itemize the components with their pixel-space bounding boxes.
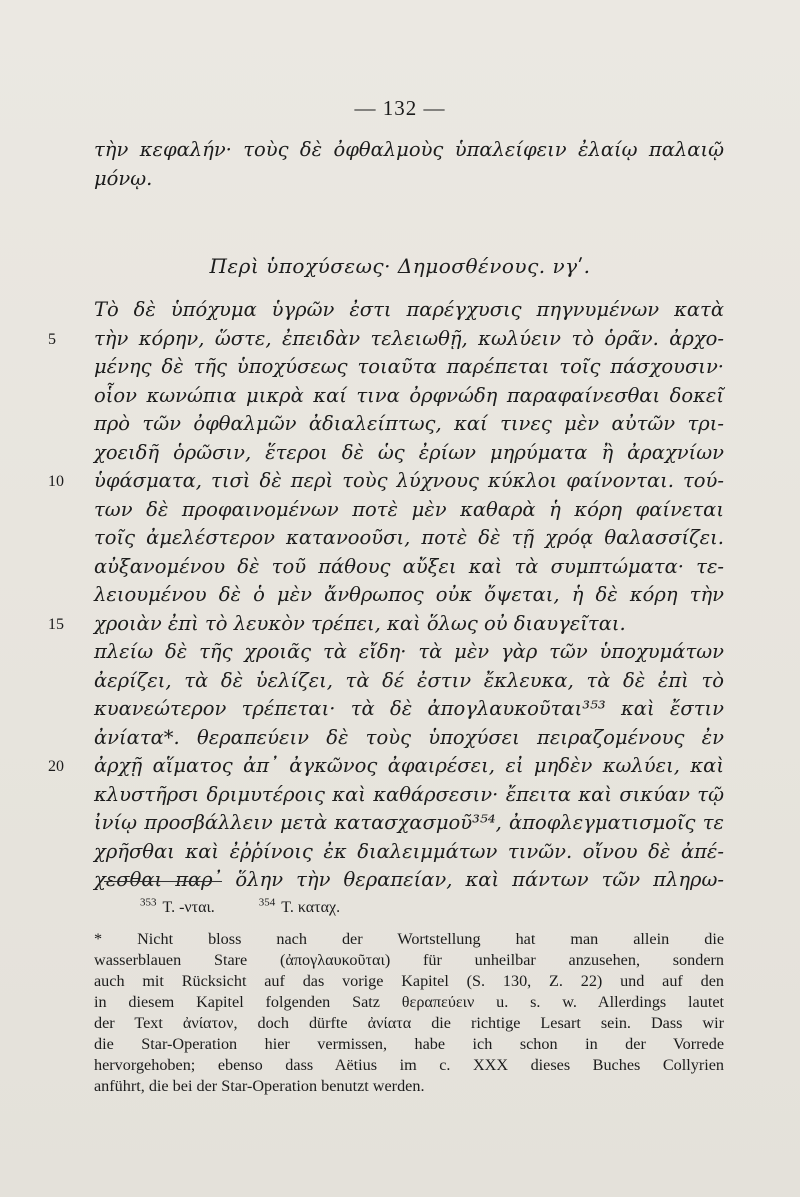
text-line: πρὸ τῶν ὀφθαλμῶν ἀδιαλείπτως, καί τινες μὲν αὐτῶν τρι- — [94, 412, 724, 435]
page-number: — 132 — — [354, 96, 446, 120]
footnote-354: $^{354}$ T. καταχ. — [258, 897, 341, 917]
text-line: ἰνίῳ προσβάλλειν μετὰ κατασχασμοῦ³⁵⁴, ἀποφλεγματισμοῖς τε — [94, 811, 724, 834]
note-line: hervorgehoben; ebenso dass Aëtius im c. XXX dieses Buches Collyrien — [94, 1056, 724, 1074]
text-line: κυανεώτερον τρέπεται· τὰ δὲ ἀπογλαυκοῦται³⁵³ καὶ ἔστιν — [94, 697, 724, 720]
note-line: in diesem Kapitel folgenden Satz θεραπεύειν u. s. w. Allerdings lautet — [94, 993, 724, 1011]
line-number: 10 — [48, 473, 64, 490]
text-line: χοειδῆ ὁρῶσιν, ἕτεροι δὲ ὡς ἐρίων μηρύματα ἢ ἀραχνίων — [94, 441, 724, 464]
note-line: der Text ἀνίατον, doch dürfte ἀνίατα die richtige Lesart sein. Dass wir — [94, 1014, 724, 1032]
text-line: λειουμένου δὲ ὁ μὲν ἄνθρωπος οὐκ ὄψεται, ἡ δὲ κόρη τὴν — [94, 583, 724, 606]
text-line: κλυστῆρσι δριμυτέροις καὶ καθάρσεσιν· ἔπειτα καὶ σικύαν τῷ — [94, 783, 724, 806]
footnote-rule — [104, 881, 222, 882]
line-number: 5 — [48, 331, 56, 348]
text-line: χρῆσθαι καὶ ἐῤῥίνοις ἐκ διαλειμμάτων τινῶν. οἴνου δὲ ἀπέ- — [94, 840, 724, 863]
text-line: οἷον κωνώπια μικρὰ καί τινα ὀρφνώδη παραφαίνεσθαι δοκεῖ — [94, 384, 724, 407]
text-line: ἀνίατα*. θεραπεύειν δὲ τοὺς ὑποχύσει πειραζομένους ἐν — [94, 726, 724, 749]
text-line: χεσθαι παρ᾽ ὅλην τὴν θεραπείαν, καὶ πάντων τῶν πληρω- — [94, 868, 724, 891]
text-line: μόνῳ. — [94, 167, 153, 190]
line-number: 20 — [48, 758, 64, 775]
text-line: πλείω δὲ τῆς χροιᾶς τὰ εἴδη· τὰ μὲν γὰρ τῶν ὑποχυμάτων — [94, 640, 724, 663]
text-line: τοῖς ἀμελέστερον κατανοοῦσι, ποτὲ δὲ τῇ χρόᾳ θαλασσίζει. — [94, 526, 724, 549]
text-line: ἀερίζει, τὰ δὲ ὑελίζει, τὰ δέ ἐστιν ἔκλευκα, τὰ δὲ ἐπὶ τὸ — [94, 669, 724, 692]
note-line: auch mit Rücksicht auf das vorige Kapitel (S. 130, Z. 22) und auf den — [94, 972, 724, 990]
text-line: τὴν κεφαλήν· τοὺς δὲ ὀφθαλμοὺς ὑπαλείφειν ἐλαίῳ παλαιῷ — [94, 138, 724, 161]
text-line: ἀρχῇ αἵματος ἀπ᾽ ἀγκῶνος ἀφαιρέσει, εἰ μηδὲν κωλύει, καὶ — [94, 754, 724, 777]
text-line: τὴν κόρην, ὥστε, ἐπειδὰν τελειωθῇ, κωλύειν τὸ ὁρᾶν. ἀρχο- — [94, 327, 724, 350]
text-line: Τὸ δὲ ὑπόχυμα ὑγρῶν ἐστι παρέγχυσις πηγνυμένων κατὰ — [94, 298, 724, 321]
footnotes — [140, 897, 340, 917]
note-line: * Nicht bloss nach der Wortstellung hat man allein die — [94, 930, 724, 948]
line-number: 15 — [48, 616, 64, 633]
note-line: die Star-Operation hier vermissen, habe ich schon in der Vorrede — [94, 1035, 724, 1053]
text-line: ὑφάσματα, τισὶ δὲ περὶ τοὺς λύχνους κύκλοι φαίνονται. τού- — [94, 469, 724, 492]
text-line: χροιὰν ἐπὶ τὸ λευκὸν τρέπει, καὶ ὅλως οὐ διαυγεῖται. — [94, 612, 626, 635]
note-line: wasserblauen Stare (ἀπογλαυκοῦται) für unheilbar anzusehen, sondern — [94, 951, 724, 969]
text-line: των δὲ προφαινομένων ποτὲ μὲν καθαρὰ ἡ κόρη φαίνεται — [94, 498, 724, 521]
text-line: αὐξανομένου δὲ τοῦ πάθους αὔξει καὶ τὰ συμπτώματα· τε- — [94, 555, 724, 578]
chapter-heading: Περὶ ὑποχύσεως· Δημοσθένους. νγʹ. — [209, 254, 591, 278]
text-line: μένης δὲ τῆς ὑποχύσεως τοιαῦτα παρέπεται τοῖς πάσχουσιν· — [94, 355, 724, 378]
footnote-353: $^{353}$ T. -νται. — [140, 897, 215, 917]
note-line: anführt, die bei der Star-Operation benutzt werden. — [94, 1077, 425, 1095]
